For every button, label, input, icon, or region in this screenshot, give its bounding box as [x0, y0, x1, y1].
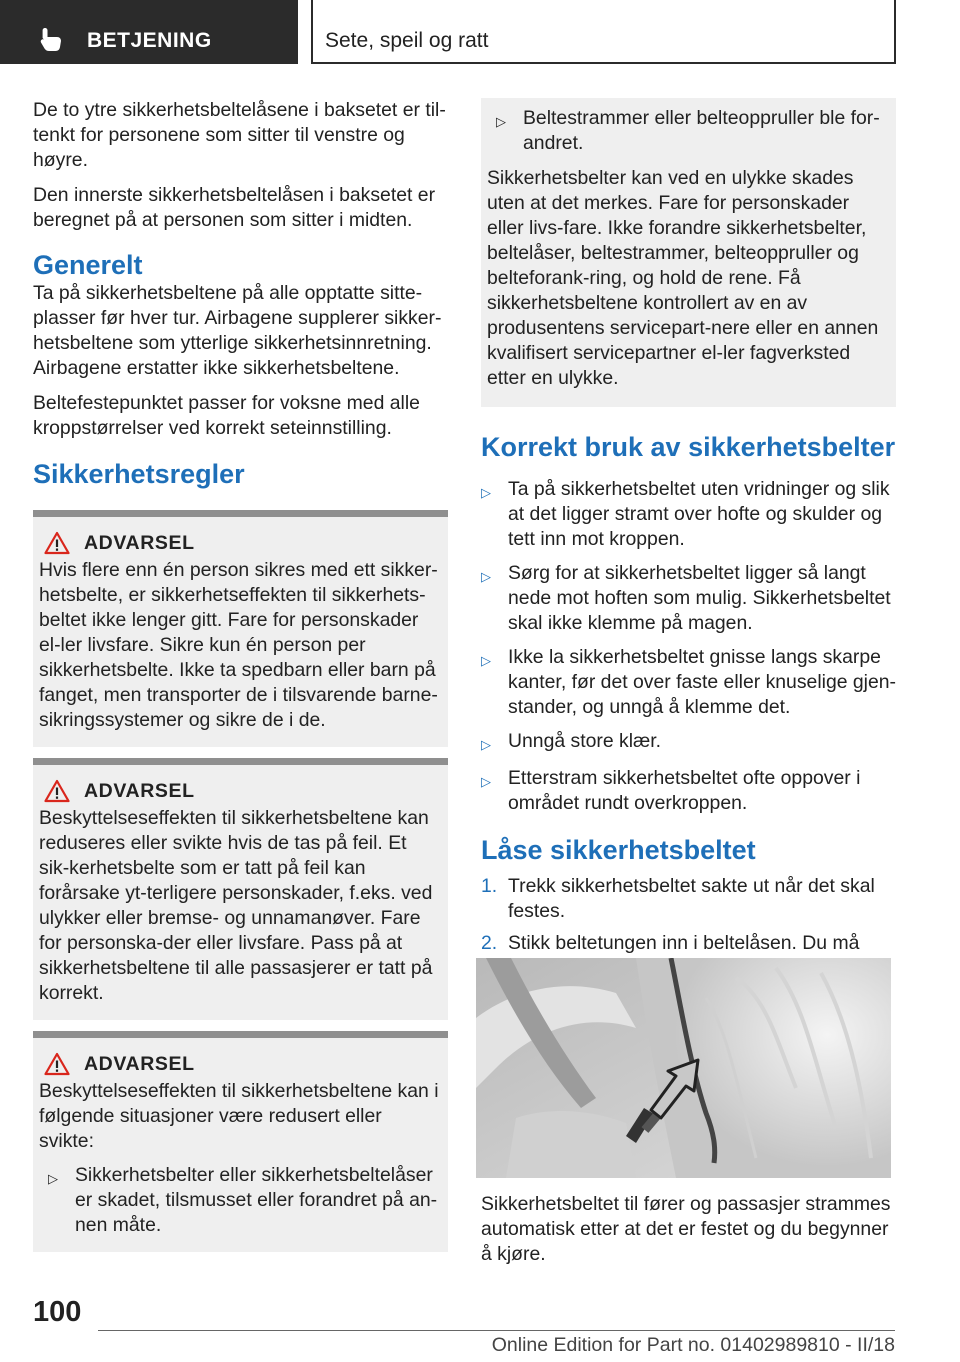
list-item: [481, 477, 896, 552]
footer-rule: [98, 1330, 895, 1331]
triangle-bullet-icon: ▷: [481, 569, 491, 584]
list-item-text: Sikkerhetsbelter eller sikkerhetsbeltelåser er skadet, tilsmusset eller forandret på an-nen måte.: [75, 1164, 438, 1236]
subsection-header: [311, 0, 896, 64]
step-number: 2.: [481, 932, 498, 954]
list-item-text: Beltestrammer eller belteoppruller ble for-andret.: [523, 107, 880, 154]
list-item: [481, 729, 896, 757]
warning-text: Hvis flere enn én person sikres med ett sikker-hetsbelte, er sikkerhetseffekten til sikkerhets-beltet ikke lenger gitt. Fare for personskader el-ler livsfare. Sikre kun én person per sikkerhetsbelte. Ikke ta spedbarn eller barn på fanget, men transporter de i tilsvarende barne-sikringssystemer og sikre de i de.: [39, 559, 438, 731]
paragraph: Beltefestepunktet passer for voksne med alle kroppstørrelser ved korrekt seteinnstilling.: [33, 392, 420, 439]
hand-pointer-icon: [38, 26, 64, 52]
right-column: [481, 98, 896, 981]
section-tab: [0, 0, 298, 64]
warning-text: Sikkerhetsbelter kan ved en ulykke skades uten at det merkes. Fare for personskader eller livs-fare. Ikke forandre sikkerhetsbelter, beltelåser, beltestrammer, belteoppruller og belteforank-ring, og hold de rene. Få sikkerhetsbeltene kontrollert av en av produsentens servicepart-nere eller en annen kvalifisert servicepartner el-ler fagverksted etter en ulykke.: [487, 167, 879, 389]
warning-title: ADVARSEL: [84, 531, 195, 554]
warning-title: ADVARSEL: [84, 1052, 195, 1075]
list-item: [487, 106, 888, 156]
page-number: 100: [33, 1296, 82, 1328]
triangle-bullet-icon: ▷: [481, 774, 491, 789]
image-caption: Sikkerhetsbeltet til fører og passasjer strammes automatisk etter at det er festet og du begynner å kjøre.: [481, 1193, 891, 1265]
warning-text: Beskyttelseseffekten til sikkerhetsbeltene kan reduseres eller svikte hvis de tas på feil. Et sik-kerhetsbelte som er tatt på feil kan forårsake yt-terligere personskader, f.eks. ved ulykker eller bremse- og unnamanøver. Fare for personska-der eller livsfare. Pass på at sikkerhetsbeltene til alle passasjerer er tatt på korrekt.: [39, 807, 433, 1004]
edition-footer: Online Edition for Part no. 01402989810 - II/18: [491, 1334, 895, 1356]
triangle-bullet-icon: ▷: [48, 1171, 58, 1186]
warning-box: [33, 510, 448, 747]
heading-laase: Låse sikkerhetsbeltet: [481, 835, 756, 865]
warning-box: [33, 1031, 448, 1252]
heading-generelt: Generelt: [33, 250, 143, 280]
warning-triangle-icon: [44, 779, 70, 803]
seatbelt-buckle-illustration: [476, 958, 891, 1178]
step-number: 1.: [481, 875, 498, 897]
left-column: [33, 98, 448, 1252]
list-item-text: Stikk beltetungen inn i beltelåsen. Du må: [508, 932, 860, 954]
heading-korrekt-bruk: Korrekt bruk av sikkerhetsbelter: [481, 432, 896, 462]
warning-triangle-icon: [44, 531, 70, 555]
list-item-text: Sørg for at sikkerhetsbeltet ligger så langt nede mot hoften som mulig. Sikkerhetsbeltet skal ikke klemme på magen.: [508, 562, 891, 634]
triangle-bullet-icon: ▷: [481, 485, 491, 500]
list-item: [481, 766, 896, 816]
warning-box: [33, 758, 448, 1020]
heading-sikkerhetsregler: Sikkerhetsregler: [33, 459, 245, 489]
subsection-title: Sete, speil og ratt: [325, 29, 489, 52]
list-item-text: Ta på sikkerhetsbeltet uten vridninger og slik at det ligger stramt over hofte og skulder og tett inn mot kroppen.: [508, 478, 890, 550]
list-item-text: Trekk sikkerhetsbeltet sakte ut når det skal festes.: [508, 875, 875, 922]
warning-continuation-box: [481, 98, 896, 407]
list-item: [481, 645, 896, 720]
list-item: [39, 1163, 440, 1238]
warning-title: ADVARSEL: [84, 779, 195, 802]
list-item-text: Ikke la sikkerhetsbeltet gnisse langs skarpe kanter, før det over faste eller knuselige gjen-stander, og unngå å klemme det.: [508, 646, 897, 718]
section-title: BETJENING: [87, 29, 212, 52]
bullet-list: [481, 477, 896, 816]
paragraph: Ta på sikkerhetsbeltene på alle opptatte sitte-plasser før hver tur. Airbagene supplerer sikker-hetsbeltene som ytterlige sikkerhetsinnretning. Airbagene erstatter ikke sikkerhetsbeltene.: [33, 282, 442, 379]
list-item: [481, 561, 896, 636]
triangle-bullet-icon: ▷: [481, 653, 491, 668]
paragraph: De to ytre sikkerhetsbeltelåsene i baksetet er til-tenkt for personene som sitter til venstre og høyre.: [33, 99, 446, 171]
paragraph: Den innerste sikkerhetsbeltelåsen i baksetet er beregnet på at personen som sitter i midten.: [33, 184, 436, 231]
warning-text: Beskyttelseseffekten til sikkerhetsbeltene kan i følgende situasjoner være redusert eller svikte:: [39, 1080, 439, 1152]
list-item-text: Unngå store klær.: [508, 730, 662, 752]
triangle-bullet-icon: ▷: [481, 737, 491, 752]
triangle-bullet-icon: ▷: [496, 114, 506, 129]
list-item: [481, 874, 896, 924]
warning-triangle-icon: [44, 1052, 70, 1076]
list-item-text: Etterstram sikkerhetsbeltet ofte oppover i området rundt overkroppen.: [508, 767, 861, 814]
